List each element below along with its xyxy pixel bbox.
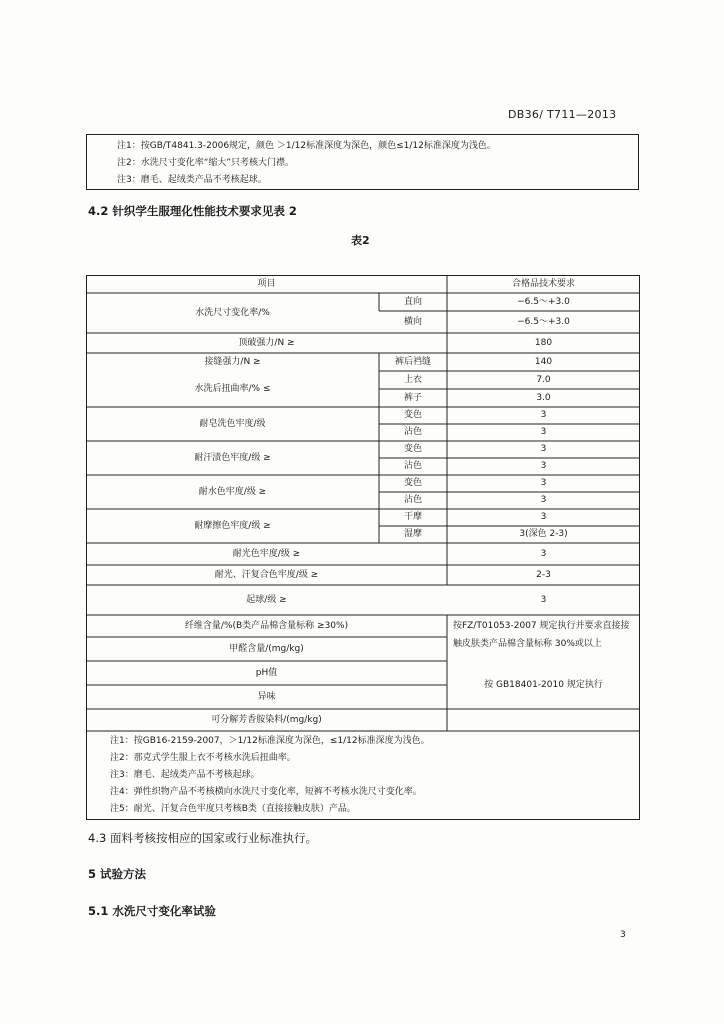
row-skew-val2: 3.0 (536, 392, 551, 403)
document-code: DB36/ T711—2013 (508, 108, 617, 121)
table-note-1: 注1：按GB16-2159-2007，＞1/12标准深度为深色，≤1/12标准深度为浅色。 (110, 736, 430, 746)
row-lightsweat-label: 耐光、汗复合色牢度/级 ≥ (214, 569, 319, 580)
row-skew-label: 水洗后扭曲率/% ≤ (194, 383, 271, 394)
section-4-3-text: 4.3 面料考核按相应的国家或行业标准执行。 (88, 831, 317, 845)
row-rub-val2: 3(深色 2-3) (519, 529, 568, 539)
row-light-val: 3 (540, 548, 547, 559)
row-sweat-sub2: 沾色 (403, 461, 422, 471)
row-azo-label: 可分解芳香胺染料/(mg/kg) (211, 714, 322, 725)
table-note-3: 注3：磨毛、起绒类产品不考核起球。 (110, 770, 260, 780)
row-rub-label: 耐摩擦色牢度/级 ≥ (194, 520, 271, 531)
row-soap-sub1: 变色 (403, 410, 422, 420)
table-note-4: 注4：弹性织物产品不考核横向水洗尺寸变化率，短裤不考核水洗尺寸变化率。 (110, 787, 422, 797)
row-shrink-val1: −6.5～+3.0 (517, 296, 570, 307)
row-water-sub1: 变色 (403, 478, 422, 488)
row-pilling-val: 3 (540, 594, 547, 605)
row-water-val2: 3 (540, 495, 547, 505)
section-5-heading: 5 试验方法 (88, 867, 147, 881)
row-soap-sub2: 沾色 (403, 427, 422, 437)
row-seam-sub: 裤后裆缝 (394, 356, 431, 367)
header-item: 项目 (257, 278, 276, 289)
row-gb18401-val: 按 GB18401-2010 规定执行 (484, 679, 603, 690)
table-note-5: 注5：耐光、汗复合色牢度只考核B类（直接接触皮肤）产品。 (110, 804, 356, 814)
table-extra-lines (86, 275, 640, 820)
row-rub-sub2: 湿摩 (403, 529, 422, 539)
row-shrink-label: 水洗尺寸变化率/% (195, 307, 270, 318)
row-skew-sub1: 上衣 (403, 374, 422, 385)
row-burst-val: 180 (534, 337, 553, 348)
top-note-1: 注1：按GB/T4841.3-2006规定，颜色 ＞1/12标准深度为深色，颜色≤1/12标准深度为浅色。 (117, 141, 496, 151)
row-seam-label: 接缝强力/N ≥ (204, 356, 261, 367)
row-water-sub2: 沾色 (403, 495, 422, 505)
table-title: 表2 (351, 234, 370, 247)
row-sweat-val1: 3 (540, 444, 547, 454)
row-fiber-val: 按FZ/T01053-2007 规定执行并要求直接接触皮肤类产品棉含量标称 30%或以上 (453, 621, 630, 649)
table-note-2: 注2：那克式学生服上衣不考核水洗后扭曲率。 (110, 753, 296, 763)
top-note-3: 注3：磨毛、起绒类产品不考核起球。 (117, 175, 267, 185)
row-ph-label: pH值 (255, 667, 278, 678)
row-fiber-label: 纤维含量/%(B类产品棉含量标称 ≥30%) (184, 620, 349, 631)
row-odor-label: 异味 (257, 691, 276, 702)
row-rub-sub1: 干摩 (403, 512, 422, 522)
row-seam-val: 140 (534, 356, 553, 367)
row-shrink-val2: −6.5～+3.0 (517, 316, 570, 327)
page-number: 3 (620, 930, 626, 940)
row-water-val1: 3 (540, 478, 547, 488)
row-shrink-sub2: 横向 (403, 316, 422, 327)
row-burst-label: 顶破强力/N ≥ (238, 337, 295, 348)
row-lightsweat-val: 2-3 (536, 569, 551, 580)
row-skew-sub2: 裤子 (403, 392, 422, 403)
top-notes-box (86, 134, 639, 190)
row-soap-val1: 3 (540, 410, 547, 420)
section-4-2-heading: 4.2 针织学生服理化性能技术要求见表 2 (88, 204, 297, 218)
row-skew-val1: 7.0 (536, 374, 551, 385)
row-soap-val2: 3 (540, 427, 547, 437)
row-sweat-label: 耐汗渍色牢度/级 ≥ (194, 452, 271, 463)
header-requirement: 合格品技术要求 (511, 278, 575, 289)
row-shrink-sub1: 直向 (403, 296, 422, 307)
row-sweat-sub1: 变色 (403, 444, 422, 454)
row-rub-val1: 3 (540, 512, 547, 522)
row-sweat-val2: 3 (540, 461, 547, 471)
row-soap-label: 耐皂洗色牢度/级 (199, 418, 266, 429)
row-formaldehyde-label: 甲醛含量/(mg/kg) (229, 643, 304, 654)
top-note-2: 注2：水洗尺寸变化率“缩大”只考核大门襟。 (117, 158, 295, 168)
row-pilling-label: 起球/级 ≥ (246, 594, 287, 605)
section-5-1-heading: 5.1 水洗尺寸变化率试验 (88, 904, 216, 918)
row-water-label: 耐水色牢度/级 ≥ (198, 486, 267, 497)
row-light-label: 耐光色牢度/级 ≥ (232, 548, 301, 559)
